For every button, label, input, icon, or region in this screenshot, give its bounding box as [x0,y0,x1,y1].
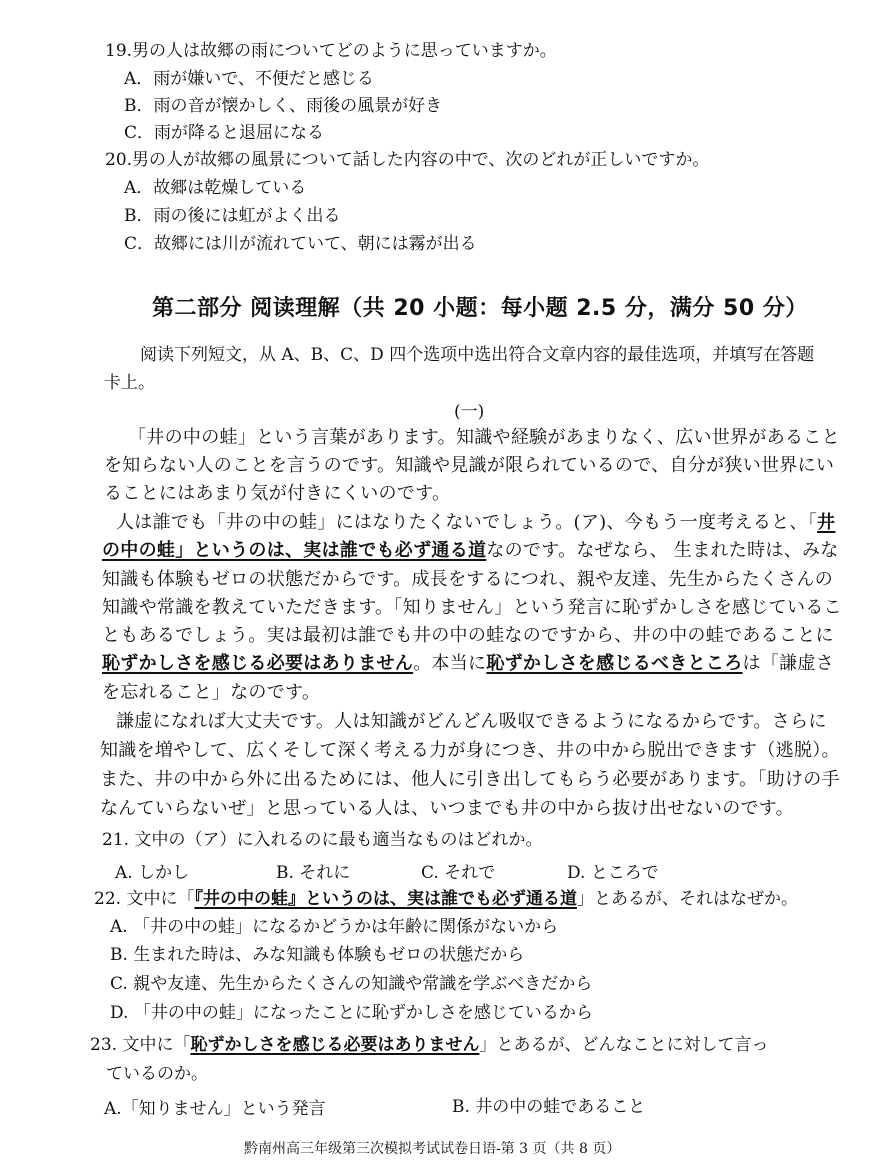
question-23-stem-line-2: ているのか。 [106,1064,208,1084]
underlined-phrase-1: の中の蛙」というのは、実は誰でも必ず通る道 [102,540,487,561]
question-20-option-a: A．故郷は乾燥している [124,178,307,198]
question-20-option-b: B．雨の後には虹がよく出る [124,206,341,226]
underlined-phrase-3: 恥ずかしさを感じるべきところ [486,653,743,674]
passage-p2-line-6-mid: 。本当に [413,653,487,674]
question-19-option-a: A．雨が嫌いで、不便だと感じる [124,69,374,89]
question-23-underlined-quote: 恥ずかしさを感じる必要はありません [190,1035,480,1055]
section-instruction-line-1: 阅读下列短文，从 A、B、C、D 四个选项中选出符合文章内容的最佳选项，并填写在答题 [140,345,815,365]
passage-p2-line-4: 知識や常識を教えていただきます。「知りません」という発言に恥ずかしさを感じているこ [102,597,842,618]
underlined-phrase-2: 恥ずかしさを感じる必要はありません [102,653,414,674]
section-instruction-line-2: 卡上。 [104,373,155,393]
passage-p2-line-6-end: は「謙虚さ [742,653,835,674]
passage-p2-line-5: ともあるでしょう。実は最初は誰でも井の中の蛙なのですから、井の中の蛙であることに [102,625,834,646]
question-22-stem-start: 22. 文中に「 [94,889,195,909]
passage-p2-line-1 [116,512,835,534]
passage-p2-line-2-text: なのです。なぜなら、 生まれた時は、みな [486,540,839,561]
passage-p1-line-1: 「井の中の蛙」という言葉があります。知識や経験があまりなく、広い世界があること [128,427,840,448]
passage-number: (一) [454,402,485,422]
underlined-phrase-start: 井 [817,512,836,533]
question-23-option-b: B. 井の中の蛙であること [452,1097,646,1117]
question-22-stem [94,888,798,910]
passage-p2-line-3: 知識も体験もゼロの状態だからです。成長をするにつれ、親や友達、先生からたくさんの [102,569,834,590]
question-22-underlined-quote: 『井の中の蛙』というのは、実は誰でも必ず通る道 [194,889,577,909]
question-21-option-d: D. ところで [567,863,659,883]
passage-p1-line-3: ることにはあまり気が付きにくいのです。 [104,483,451,504]
question-20-option-c: C．故郷には川が流れていて、朝には霧が出る [124,234,477,254]
passage-p3-line-4: なんていらないぜ」と思っている人は、いつまでも井の中から抜け出せないのです。 [100,798,794,819]
question-23-option-a: A.「知りません」という発言 [104,1099,326,1119]
question-23-stem-end: 」とあるが、どんなことに対して言っ [479,1035,769,1055]
question-22-option-a: A. 「井の中の蛙」になるかどうかは年齢に関係がないから [110,917,559,937]
question-23-stem-start: 23. 文中に「 [90,1035,191,1055]
question-23-stem [90,1034,768,1056]
question-22-option-c: C. 親や友達、先生からたくさんの知識や常識を学ぶべきだから [110,974,593,994]
passage-p3-line-2: 知識を増やして、広くそして深く考える力が身につき、井の中から脱出できます（逃脱）。 [100,740,840,761]
passage-p2-line-1-text: 人は誰でも「井の中の蛙」にはなりたくないでしょう。(ア)、今もう一度考えると、「 [116,512,818,533]
question-19-stem: 19.男の人は故郷の雨についてどのように思っていますか。 [105,41,557,61]
question-20-stem: 20.男の人が故郷の風景について話した内容の中で、次のどれが正しいですか。 [105,150,710,170]
passage-p2-line-2 [102,540,839,562]
passage-p3-line-3: また、井の中から外に出るためには、他人に引き出してもらう必要があります。「助けの手 [100,769,840,790]
question-22-option-d: D. 「井の中の蛙」になったことに恥ずかしさを感じているから [110,1003,593,1023]
question-21-option-c: C. それで [421,863,496,883]
question-21-option-b: B. それに [276,863,351,883]
passage-p3-line-1: 謙虚になれば大丈夫です。人は知識がどんどん吸収できるようになるからです。さらに [116,711,827,732]
question-22-stem-end: 」とあるが、それはなぜか。 [576,889,798,909]
passage-p2-line-7: を忘れること」なのです。 [102,682,321,703]
section-heading: 第二部分 阅读理解（共 20 小题：每小题 2.5 分，满分 50 分） [152,296,808,321]
question-19-option-c: C．雨が降ると退屈になる [124,123,325,143]
passage-p2-line-6 [102,653,834,675]
question-21-option-a: A. しかし [115,863,190,883]
question-22-option-b: B. 生まれた時は、みな知識も体験もゼロの状態だから [110,945,525,965]
question-19-option-b: B．雨の音が懐かしく、雨後の風景が好き [124,96,443,116]
page-footer: 黔南州高三年级第三次模拟考试试卷日语-第 3 页（共 8 页） [244,1141,621,1157]
passage-p1-line-2: を知らない人のことを言うのです。知識や見識が限られているので、自分が狭い世界にい [104,455,835,476]
question-21-stem: 21. 文中の（ア）に入れるのに最も適当なものはどれか。 [102,830,543,850]
